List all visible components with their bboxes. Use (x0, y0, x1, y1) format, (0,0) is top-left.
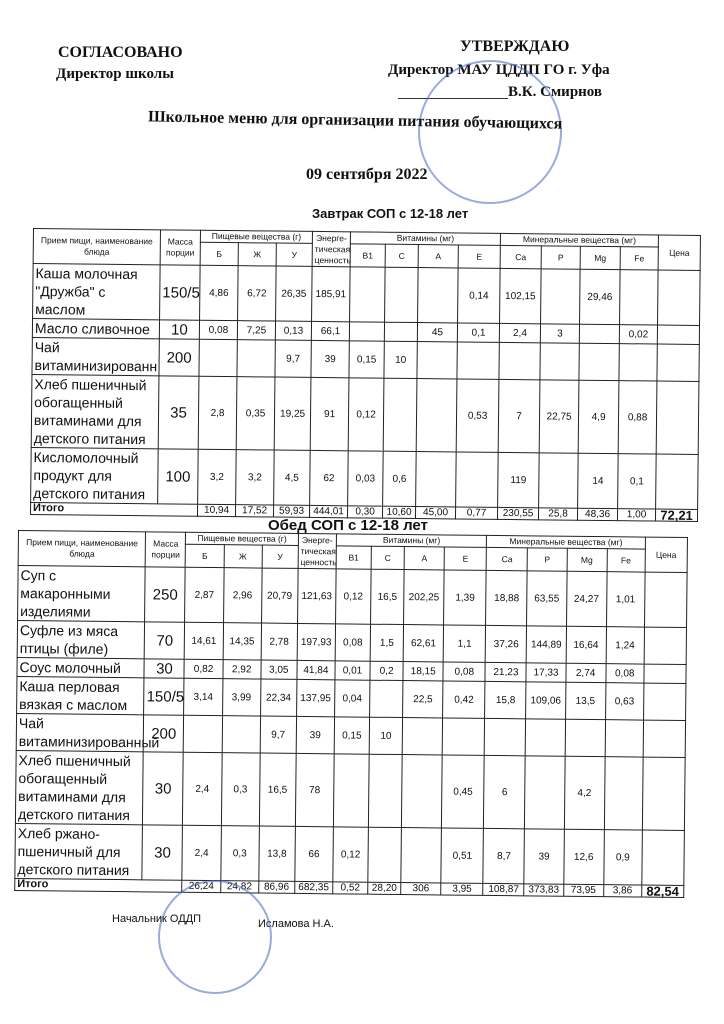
value-cell: 6 (484, 755, 526, 828)
header-minerals: Минеральные вещества (мг) (487, 535, 646, 549)
header-col-7: Ca (500, 245, 541, 268)
total-value: 230,55 (498, 507, 539, 519)
value-cell: 0,9 (603, 830, 642, 885)
value-cell: 0,14 (458, 268, 501, 323)
value-cell: 66,1 (311, 321, 349, 340)
value-cell: 202,25 (404, 570, 445, 625)
value-cell: 3,2 (236, 450, 275, 505)
header-col-3: B1 (336, 546, 371, 569)
dish-name: Кисломолочный продукт для детского питания (31, 447, 159, 503)
header-col-9: Mg (567, 548, 607, 571)
total-value: 444,01 (310, 505, 348, 517)
value-cell: 18,15 (403, 662, 443, 681)
table-row (18, 566, 688, 628)
price-cell (643, 720, 686, 757)
portion-mass: 200 (144, 715, 184, 752)
portion-mass: 250 (145, 567, 186, 622)
value-cell: 4,5 (274, 450, 311, 505)
breakfast-table (30, 228, 701, 522)
price-cell (656, 381, 699, 454)
value-cell: 185,91 (312, 266, 351, 321)
value-cell: 14,61 (185, 622, 223, 659)
value-cell (184, 715, 222, 752)
table-row (17, 676, 686, 720)
value-cell (237, 340, 275, 377)
value-cell: 3,2 (198, 449, 237, 504)
value-cell: 2,87 (185, 567, 224, 622)
table-row (15, 750, 685, 830)
approval-right-subtitle: Директор МАУ ЦДДП ГО г. Уфа (388, 62, 610, 78)
total-value: 26,24 (182, 880, 220, 892)
value-cell (456, 452, 499, 507)
dish-name: Чай витаминизированн (32, 337, 159, 375)
value-cell: 0,13 (275, 321, 311, 340)
header-vitamins: Витамины (мг) (350, 232, 500, 246)
header-col-2: У (262, 545, 298, 568)
value-cell: 9,7 (275, 340, 311, 377)
header-price: Цена (658, 235, 700, 270)
value-cell: 3,14 (184, 678, 222, 715)
value-cell: 0,12 (348, 378, 384, 451)
header-energy: Энерге-тическая ценность (312, 231, 350, 266)
value-cell (579, 343, 619, 380)
value-cell (526, 719, 565, 756)
price-cell (642, 757, 685, 830)
value-cell: 137,95 (296, 679, 334, 716)
header-mass: Масса порции (160, 230, 200, 265)
value-cell: 14,35 (223, 623, 261, 660)
value-cell (484, 718, 525, 755)
value-cell: 0,08 (335, 624, 370, 661)
value-cell: 121,63 (297, 568, 336, 623)
value-cell: 39 (311, 340, 349, 377)
value-cell (565, 719, 605, 756)
value-cell (402, 718, 442, 755)
value-cell: 8,7 (483, 828, 525, 883)
value-cell: 66 (295, 826, 334, 881)
value-cell: 144,89 (527, 626, 566, 663)
price-cell (643, 683, 686, 720)
price-cell (657, 325, 699, 344)
value-cell: 13,8 (259, 826, 296, 881)
value-cell (541, 269, 581, 324)
table-row (31, 447, 699, 509)
value-cell: 62,61 (403, 625, 443, 662)
header-col-1: Ж (238, 243, 276, 266)
value-cell (442, 718, 484, 755)
value-cell: 9,7 (260, 716, 297, 753)
value-cell: 0,03 (348, 451, 384, 506)
value-cell: 0,15 (349, 341, 384, 378)
dish-name: Хлеб ржано-пшеничный для детского питания (15, 823, 143, 879)
header-mass: Масса порции (145, 532, 185, 567)
price-cell (644, 664, 686, 683)
dish-name: Хлеб пшеничный обогащенный витаминами для детского питания (15, 750, 143, 824)
value-cell: 0,53 (456, 379, 499, 452)
value-cell (401, 828, 442, 883)
total-value: 86,96 (258, 881, 294, 893)
lunch-title: Обед СОП с 12-18 лет (268, 517, 428, 534)
value-cell (605, 720, 644, 757)
total-value: 59,93 (273, 505, 309, 517)
header-col-9: Mg (580, 246, 620, 269)
portion-mass: 10 (159, 320, 199, 339)
value-cell (333, 754, 369, 827)
value-cell: 3 (540, 324, 579, 343)
value-cell: 0,1 (618, 454, 657, 509)
total-label: Итого (30, 502, 197, 516)
dish-name: Суфле из мяса птицы (филе) (17, 621, 145, 659)
value-cell (540, 343, 579, 380)
total-value: 0,30 (348, 506, 383, 518)
total-value: 373,83 (524, 884, 563, 896)
value-cell: 0,35 (236, 377, 275, 450)
dish-name: Хлеб пшеничный обогащенный витаминами для детского питания (31, 374, 159, 448)
price-cell (656, 454, 699, 509)
value-cell: 10 (384, 341, 417, 378)
value-cell (402, 755, 443, 828)
price-cell (657, 344, 699, 381)
value-cell (418, 268, 459, 323)
table-row (33, 264, 701, 326)
value-cell: 78 (295, 753, 334, 826)
value-cell (385, 267, 419, 322)
value-cell (416, 452, 457, 507)
table-row (31, 374, 699, 454)
value-cell: 63,55 (527, 571, 567, 626)
value-cell: 17,33 (526, 663, 565, 682)
header-col-4: C (385, 244, 418, 267)
value-cell: 2,74 (565, 663, 605, 682)
total-value: 73,95 (563, 884, 603, 896)
portion-mass: 30 (142, 825, 183, 880)
header-minerals: Минеральные вещества (мг) (500, 233, 658, 247)
value-cell (368, 754, 402, 827)
dish-name: Чай витаминизированный (16, 713, 144, 751)
header-col-5: A (404, 547, 444, 570)
value-cell: 4,9 (578, 380, 619, 453)
value-cell: 1,01 (606, 572, 645, 627)
table-row (32, 337, 699, 381)
total-value: 3,95 (441, 883, 483, 895)
value-cell: 2,96 (223, 568, 262, 623)
total-label: Итого (15, 878, 183, 892)
value-cell: 0,12 (335, 569, 371, 624)
portion-mass: 150/5 (144, 678, 184, 715)
value-cell: 1,1 (443, 625, 485, 662)
value-cell (604, 757, 643, 830)
value-cell: 39 (296, 716, 334, 753)
header-name: Прием пищи, наименование блюда (18, 531, 146, 567)
value-cell: 119 (498, 452, 540, 507)
total-price: 82,54 (641, 885, 683, 897)
value-cell: 2,4 (182, 825, 221, 880)
value-cell: 0,88 (618, 381, 657, 454)
header-price: Цена (645, 537, 688, 572)
header-nutrients: Пищевые вещества (г) (186, 532, 298, 545)
value-cell: 15,8 (485, 681, 526, 718)
value-cell: 22,34 (260, 679, 297, 716)
value-cell: 0,1 (457, 323, 499, 342)
header-col-0: Б (186, 544, 224, 567)
total-value: 0,52 (333, 882, 368, 894)
header-col-8: P (528, 548, 567, 571)
value-cell: 0,04 (334, 680, 369, 717)
portion-mass: 100 (158, 449, 199, 504)
approval-right-title: УТВЕРЖДАЮ (460, 38, 570, 55)
header-col-0: Б (200, 242, 238, 265)
value-cell (368, 827, 402, 882)
value-cell: 0,51 (441, 828, 484, 883)
value-cell (579, 324, 619, 343)
value-cell: 29,46 (580, 269, 621, 324)
value-cell: 102,15 (500, 268, 542, 323)
value-cell: 7 (498, 379, 540, 452)
header-vitamins: Витамины (мг) (336, 534, 487, 548)
approval-left-title: СОГЛАСОВАНО (58, 44, 183, 61)
value-cell: 37,26 (485, 625, 526, 662)
approval-left-subtitle: Директор школы (56, 66, 174, 82)
header-col-8: P (541, 246, 580, 269)
total-value: 1,00 (617, 509, 655, 521)
value-cell: 24,27 (566, 571, 607, 626)
price-cell (642, 830, 685, 885)
total-value: 682,35 (295, 881, 333, 893)
value-cell: 22,75 (539, 380, 579, 453)
total-value: 10,60 (383, 506, 416, 518)
value-cell: 0,42 (443, 681, 485, 718)
value-cell: 19,25 (274, 377, 311, 450)
header-col-5: A (418, 245, 458, 268)
total-value: 108,87 (483, 883, 524, 895)
footer-stamp (158, 880, 272, 994)
portion-mass: 150/5 (160, 265, 201, 320)
value-cell: 62 (310, 450, 349, 505)
approver-name: В.К. Смирнов (508, 84, 603, 100)
value-cell: 2,4 (499, 323, 540, 342)
menu-date: 09 сентября 2022 (306, 166, 428, 183)
value-cell: 39 (524, 829, 564, 884)
value-cell: 0,15 (334, 717, 369, 754)
value-cell: 12,6 (563, 829, 604, 884)
value-cell: 14 (578, 453, 619, 508)
value-cell (383, 378, 417, 451)
value-cell: 3,05 (261, 660, 297, 679)
value-cell (199, 339, 237, 376)
dish-name: Каша перловая вязкая с маслом (17, 676, 145, 714)
value-cell: 45 (417, 323, 457, 342)
header-col-1: Ж (224, 545, 262, 568)
value-cell: 0,08 (443, 662, 485, 681)
value-cell (539, 453, 579, 508)
page-title: Школьное меню для организации питания обучающихся (147, 108, 563, 133)
value-cell (499, 342, 540, 379)
value-cell: 2,8 (198, 376, 237, 449)
header-col-6: E (458, 245, 500, 268)
price-cell (658, 270, 701, 325)
value-cell (417, 342, 457, 379)
total-value: 17,52 (235, 505, 273, 517)
header-col-10: Fe (607, 549, 645, 572)
header-energy: Энерге-тическая ценность (298, 533, 336, 568)
value-cell: 7,25 (237, 321, 275, 340)
breakfast-title: Завтрак СОП с 12-18 лет (312, 206, 469, 221)
value-cell (222, 716, 260, 753)
value-cell: 10 (369, 717, 402, 754)
value-cell: 197,93 (297, 623, 335, 660)
value-cell: 0,08 (606, 664, 644, 683)
value-cell: 109,06 (526, 682, 565, 719)
total-value: 10,94 (197, 504, 235, 516)
value-cell: 0,6 (383, 451, 417, 506)
header-col-3: B1 (350, 244, 385, 267)
total-value: 24,82 (220, 881, 258, 893)
value-cell (619, 344, 657, 381)
price-cell (644, 572, 687, 627)
value-cell: 41,84 (297, 660, 335, 679)
value-cell: 0,3 (220, 826, 259, 881)
value-cell: 16,5 (259, 753, 296, 826)
header-name: Прием пищи, наименование блюда (33, 229, 160, 265)
value-cell: 16,5 (371, 569, 405, 624)
header-nutrients: Пищевые вещества (г) (200, 230, 312, 243)
value-cell (416, 379, 457, 452)
value-cell: 4,2 (564, 756, 605, 829)
value-cell: 21,23 (485, 662, 526, 681)
value-cell: 3,99 (222, 679, 260, 716)
value-cell: 0,63 (605, 683, 644, 720)
value-cell: 16,64 (566, 626, 606, 663)
total-price: 72,21 (656, 509, 698, 521)
value-cell (457, 342, 499, 379)
dish-name: Соус молочный (17, 657, 145, 677)
value-cell: 0,01 (335, 661, 370, 680)
value-cell: 2,4 (183, 752, 222, 825)
value-cell: 22,5 (403, 681, 443, 718)
table-row (16, 713, 685, 757)
value-cell (350, 267, 386, 322)
value-cell: 0,45 (442, 755, 485, 828)
portion-mass: 200 (159, 339, 199, 376)
header-col-6: E (444, 547, 486, 570)
value-cell: 1,5 (370, 624, 403, 661)
value-cell (370, 680, 403, 717)
value-cell (349, 322, 384, 341)
table-row (15, 823, 685, 885)
header-col-7: Ca (486, 547, 527, 570)
value-cell: 2,92 (223, 660, 261, 679)
lunch-table (14, 530, 688, 898)
header-col-4: C (371, 546, 404, 569)
value-cell: 91 (310, 377, 349, 450)
value-cell (384, 322, 417, 341)
value-cell (620, 270, 659, 325)
total-value: 28,20 (368, 882, 401, 894)
header-col-2: У (276, 243, 312, 266)
value-cell: 26,35 (276, 266, 313, 321)
value-cell: 20,79 (261, 568, 298, 623)
price-cell (644, 627, 687, 664)
total-value: 0,77 (456, 507, 498, 519)
value-cell: 6,72 (238, 266, 277, 321)
value-cell: 0,02 (619, 325, 657, 344)
total-value: 48,36 (578, 508, 618, 520)
value-cell: 4,86 (200, 265, 239, 320)
dish-name: Суп с макаронными изделиями (18, 566, 146, 622)
value-cell: 13,5 (565, 682, 605, 719)
dish-name: Масло сливочное (32, 319, 159, 339)
portion-mass: 30 (144, 659, 184, 678)
header-col-10: Fe (620, 247, 658, 270)
value-cell: 0,12 (333, 827, 369, 882)
value-cell: 0,82 (184, 659, 222, 678)
value-cell: 0,08 (199, 320, 237, 339)
total-value: 45,00 (416, 507, 456, 519)
portion-mass: 35 (158, 376, 199, 449)
footer-name: Исламова Н.А. (258, 918, 334, 930)
dish-name: Каша молочная "Дружба" с маслом (33, 264, 161, 320)
portion-mass: 30 (143, 752, 184, 825)
value-cell: 2,78 (261, 623, 298, 660)
footer-position: Начальник ОДДП (112, 913, 202, 925)
total-value: 306 (401, 883, 441, 895)
portion-mass: 70 (145, 622, 185, 659)
total-value: 3,86 (603, 885, 641, 897)
value-cell: 0,3 (221, 753, 260, 826)
value-cell: 1,39 (444, 570, 487, 625)
value-cell: 1,24 (606, 627, 645, 664)
value-cell: 0,2 (370, 661, 403, 680)
total-value: 25,8 (539, 508, 578, 520)
value-cell (525, 756, 565, 829)
value-cell: 18,88 (486, 570, 528, 625)
